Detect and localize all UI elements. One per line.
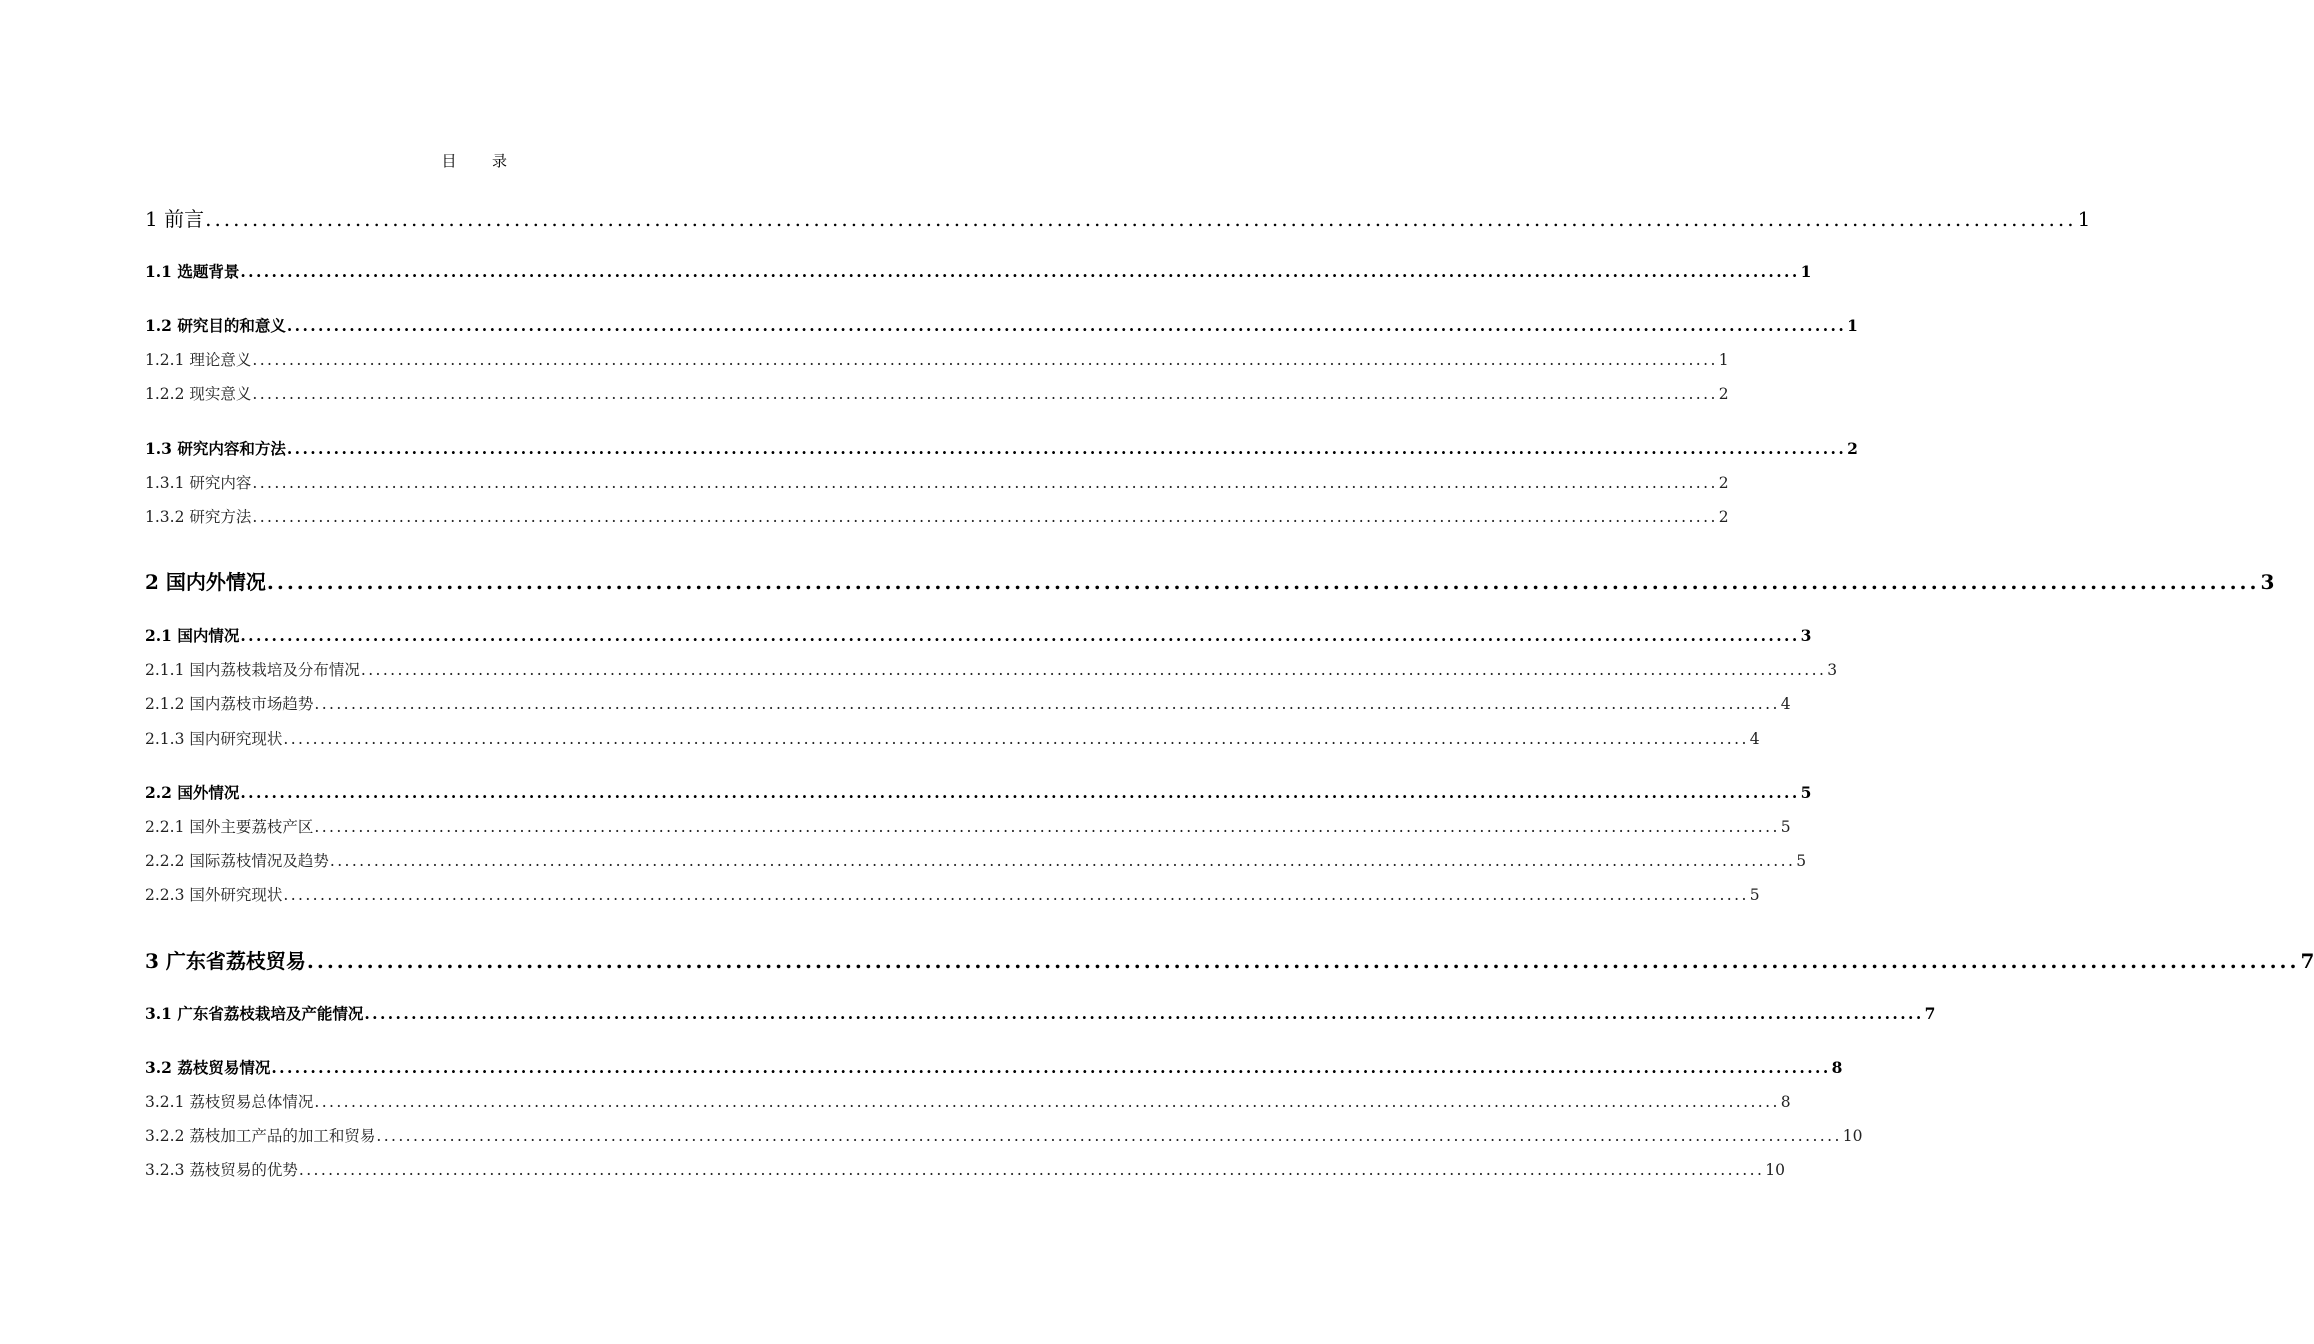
toc-entry-title: 3.1 广东省荔枝栽培及产能情况 [145,1004,364,1023]
toc-leader-dots: ........................................................................................................................................................................................................ [286,316,1847,335]
toc-entry-page: 2 [1718,508,1729,526]
toc-entry-page: 8 [1831,1058,1843,1077]
toc-leader-dots: ........................................................................................................................................................................................................ [252,508,1718,526]
page-title-left: 目 [441,152,458,170]
toc-entry-title: 3.2 荔枝贸易情况 [145,1058,271,1077]
toc-entry-page: 2 [1718,474,1729,492]
toc-entry-title: 1.2.1 理论意义 [145,351,252,369]
toc-entry[interactable] [145,471,1729,493]
toc-entry[interactable] [145,260,1812,282]
toc-leader-dots: ........................................................................................................................................................................................................ [205,207,2077,231]
toc-entry[interactable] [145,883,1760,905]
toc-entry-page: 10 [1765,1161,1786,1179]
toc-entry-page: 4 [1749,730,1760,748]
toc-leader-dots: ........................................................................................................................................................................................................ [314,818,1780,836]
toc-entry-page: 1 [2077,207,2091,231]
toc-entry[interactable] [145,624,1812,646]
toc-entry-page: 3 [1800,626,1812,645]
toc-entry-page: 1 [1847,316,1858,335]
toc-leader-dots: ........................................................................................................................................................................................................ [252,351,1718,369]
toc-entry[interactable] [145,849,1807,871]
toc-entry-title: 2.2.2 国际荔枝情况及趋势 [145,852,329,870]
toc-leader-dots: ........................................................................................................................................................................................................ [240,783,1800,802]
toc-entry-title: 1.3 研究内容和方法 [145,439,286,458]
toc-leader-dots: ........................................................................................................................................................................................................ [240,262,1800,281]
toc-entry-page: 3 [2260,570,2275,594]
toc-leader-dots: ........................................................................................................................................................................................................ [286,439,1847,458]
toc-entry-page: 1 [1718,351,1729,369]
toc-entry-page: 7 [2300,949,2314,973]
toc-entry[interactable] [145,1002,1936,1024]
toc-entry-title: 2.1.2 国内荔枝市场趋势 [145,695,314,713]
toc-entry-title: 1.1 选题背景 [145,262,240,281]
toc-entry-title: 1 前言 [145,207,205,231]
toc-entry-page: 2 [1847,439,1858,458]
toc-entry[interactable] [145,1124,1863,1146]
toc-entry-title: 2 国内外情况 [145,570,266,594]
toc-leader-dots: ........................................................................................................................................................................................................ [329,852,1796,870]
toc-entry-title: 2.2.3 国外研究现状 [145,886,283,904]
toc-entry-page: 4 [1780,695,1791,713]
toc-leader-dots: ........................................................................................................................................................................................................ [314,1093,1780,1111]
toc-entry-title: 1.3.1 研究内容 [145,474,252,492]
toc-leader-dots: ........................................................................................................................................................................................................ [240,626,1800,645]
toc-entry-page: 3 [1827,661,1838,679]
toc-entry-page: 5 [1800,783,1812,802]
toc-entry-page: 1 [1800,262,1812,281]
toc-entry-title: 2.1.3 国内研究现状 [145,730,283,748]
toc-entry[interactable] [145,314,1858,336]
toc-entry-title: 1.2 研究目的和意义 [145,316,286,335]
toc-leader-dots: ........................................................................................................................................................................................................ [283,886,1749,904]
toc-leader-dots: ........................................................................................................................................................................................................ [306,949,2300,973]
page-title-right: 录 [492,152,509,170]
toc-leader-dots: ........................................................................................................................................................................................................ [283,730,1749,748]
toc-entry-page: 2 [1718,385,1729,403]
toc-leader-dots: ........................................................................................................................................................................................................ [376,1127,1842,1145]
toc-entry-title: 3 广东省荔枝贸易 [145,949,306,973]
toc-entry[interactable] [145,1056,1843,1078]
toc-entry[interactable] [145,566,2275,595]
toc-entry-title: 3.2.2 荔枝加工产品的加工和贸易 [145,1127,376,1145]
toc-entry[interactable] [145,781,1812,803]
toc-entry-title: 2.1.1 国内荔枝栽培及分布情况 [145,661,360,679]
toc-entry-title: 3.2.3 荔枝贸易的优势 [145,1161,298,1179]
toc-entry-page: 7 [1924,1004,1936,1023]
toc-entry-title: 2.1 国内情况 [145,626,240,645]
toc-leader-dots: ........................................................................................................................................................................................................ [314,695,1780,713]
toc-leader-dots: ........................................................................................................................................................................................................ [252,385,1718,403]
toc-entry[interactable] [145,203,2091,232]
toc-entry[interactable] [145,382,1729,404]
toc-leader-dots: ........................................................................................................................................................................................................ [364,1004,1924,1023]
toc-entry-page: 10 [1842,1127,1863,1145]
toc-leader-dots: ........................................................................................................................................................................................................ [360,661,1827,679]
toc-entry[interactable] [145,505,1729,527]
toc-entry[interactable] [145,658,1838,680]
toc-entry-page: 5 [1780,818,1791,836]
toc-entry[interactable] [145,815,1791,837]
toc-leader-dots: ........................................................................................................................................................................................................ [271,1058,1831,1077]
toc-entry-page: 5 [1796,852,1807,870]
toc-entry[interactable] [145,348,1729,370]
toc-entry-page: 8 [1780,1093,1791,1111]
toc-entry[interactable] [145,692,1791,714]
toc-leader-dots: ........................................................................................................................................................................................................ [298,1161,1765,1179]
toc-entry[interactable] [145,437,1858,459]
toc-entry-title: 3.2.1 荔枝贸易总体情况 [145,1093,314,1111]
toc-entry[interactable] [145,727,1760,749]
toc-entry[interactable] [145,1158,1786,1180]
toc-entry-title: 2.2.1 国外主要荔枝产区 [145,818,314,836]
toc-entry-title: 2.2 国外情况 [145,783,240,802]
toc-entry[interactable] [145,1090,1791,1112]
toc-entry-title: 1.2.2 现实意义 [145,385,252,403]
toc-entry-page: 5 [1749,886,1760,904]
toc-entry[interactable] [145,945,2314,974]
toc-leader-dots: ........................................................................................................................................................................................................ [252,474,1718,492]
toc-entry-title: 1.3.2 研究方法 [145,508,252,526]
toc-leader-dots: ........................................................................................................................................................................................................ [266,570,2260,594]
